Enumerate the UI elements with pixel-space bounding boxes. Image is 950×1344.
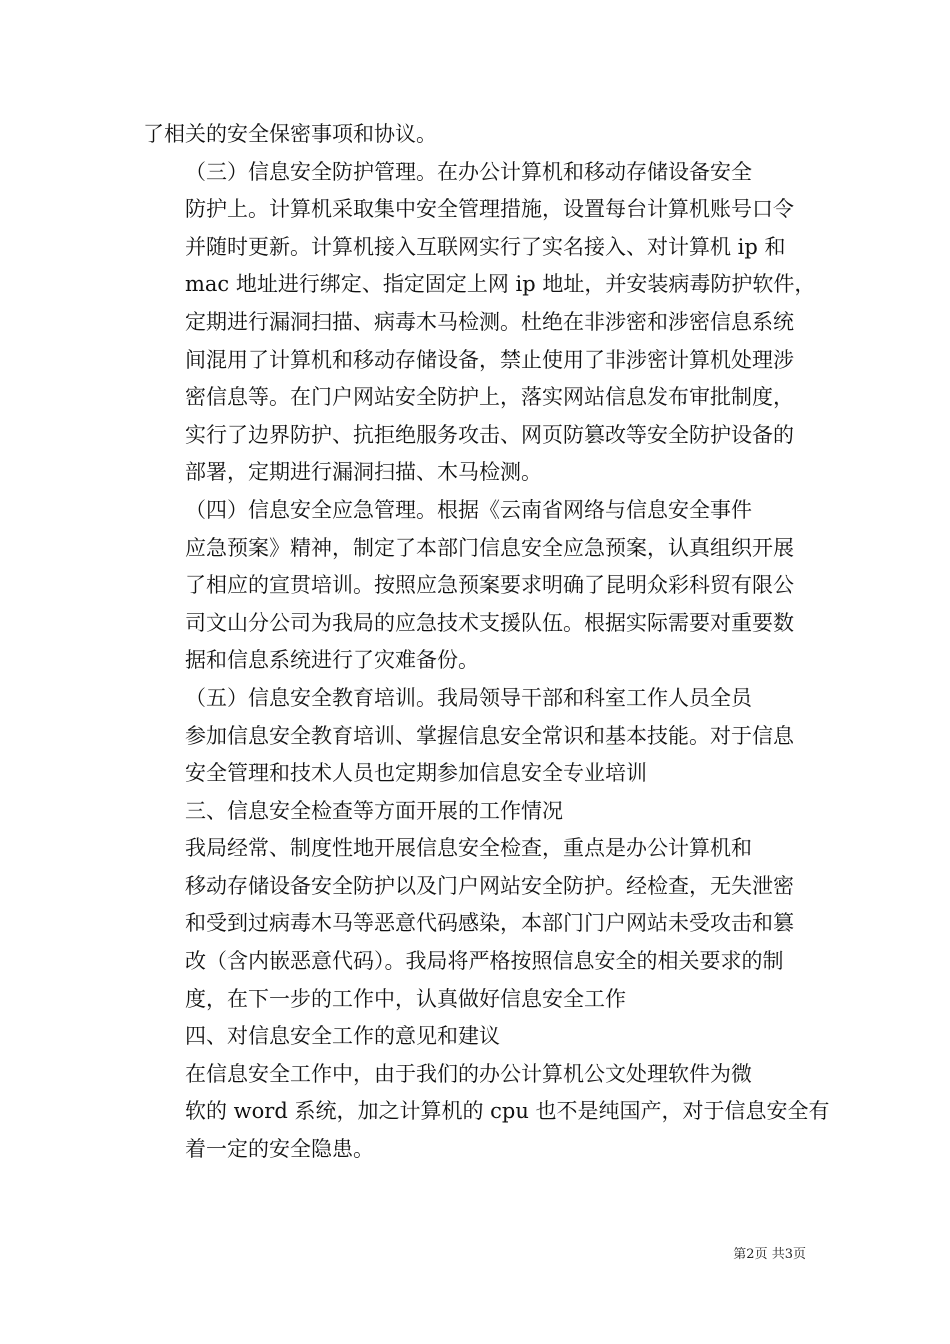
footer-suffix: 页 [792,1247,806,1262]
text-line: 三、信息安全检查等方面开展的工作情况 [185,798,563,823]
text-line: 移动存储设备安全防护以及门户网站安全防护。经检查，无失泄密 [185,873,794,898]
text-line: 应急预案》精神，制定了本部门信息安全应急预案，认真组织开展 [185,535,794,560]
page-footer [733,1247,806,1263]
footer-total-pages: 3 [784,1247,793,1262]
text-line: 据和信息系统进行了灾难备份。 [185,648,479,673]
text-line: mac 地址进行绑定、指定固定上网 ip 地址，并安装病毒防护软件， [185,272,816,297]
text-line: 防护上。计算机采取集中安全管理措施，设置每台计算机账号口令 [185,197,794,222]
text-line: 着一定的安全隐患。 [185,1137,374,1162]
text-line: 间混用了计算机和移动存储设备，禁止使用了非涉密计算机处理涉 [185,347,794,372]
text-line: 密信息等。在门户网站安全防护上，落实网站信息发布审批制度， [185,385,794,410]
text-line: 安全管理和技术人员也定期参加信息安全专业培训 [185,761,647,786]
text-line: 定期进行漏洞扫描、病毒木马检测。杜绝在非涉密和涉密信息系统 [185,309,794,334]
document-body [143,116,830,1169]
text-line: （三）信息安全防护管理。在办公计算机和移动存储设备安全 [185,159,752,184]
text-line: （四）信息安全应急管理。根据《云南省网络与信息安全事件 [185,497,752,522]
text-line: 司文山分公司为我局的应急技术支援队伍。根据实际需要对重要数 [185,610,794,635]
paragraph [143,830,807,1018]
paragraph [143,793,807,831]
text-line: 实行了边界防护、抗拒绝服务攻击、网页防篡改等安全防护设备的 [185,422,794,447]
text-line: 参加信息安全教育培训、掌握信息安全常识和基本技能。对于信息 [185,723,794,748]
paragraph [143,680,807,793]
text-line: （五）信息安全教育培训。我局领导干部和科室工作人员全员 [185,685,752,710]
paragraph [143,116,807,154]
footer-middle: 页 共 [754,1247,785,1262]
text-line: 度，在下一步的工作中，认真做好信息安全工作 [185,986,626,1011]
text-line: 了相应的宣贯培训。按照应急预案要求明确了昆明众彩科贸有限公 [185,573,794,598]
paragraph [143,492,807,680]
text-line: 部署，定期进行漏洞扫描、木马检测。 [185,460,542,485]
text-line: 和受到过病毒木马等恶意代码感染，本部门门户网站未受攻击和篡 [185,911,794,936]
footer-prefix: 第 [733,1247,747,1262]
text-line: 我局经常、制度性地开展信息安全检查，重点是办公计算机和 [185,836,752,861]
text-line: 了相关的安全保密事项和协议。 [143,122,437,146]
paragraph [143,1056,830,1169]
text-line: 四、对信息安全工作的意见和建议 [185,1024,500,1049]
paragraph [143,1018,807,1056]
footer-current-page: 2 [746,1247,755,1262]
text-line: 软的 word 系统，加之计算机的 cpu 也不是纯国产，对于信息安全有 [185,1099,830,1124]
text-line: 并随时更新。计算机接入互联网实行了实名接入、对计算机 ip 和 [185,234,786,259]
text-line: 改（含内嵌恶意代码）。我局将严格按照信息安全的相关要求的制 [185,949,784,974]
paragraph [143,154,816,492]
text-line: 在信息安全工作中，由于我们的办公计算机公文处理软件为微 [185,1061,752,1086]
